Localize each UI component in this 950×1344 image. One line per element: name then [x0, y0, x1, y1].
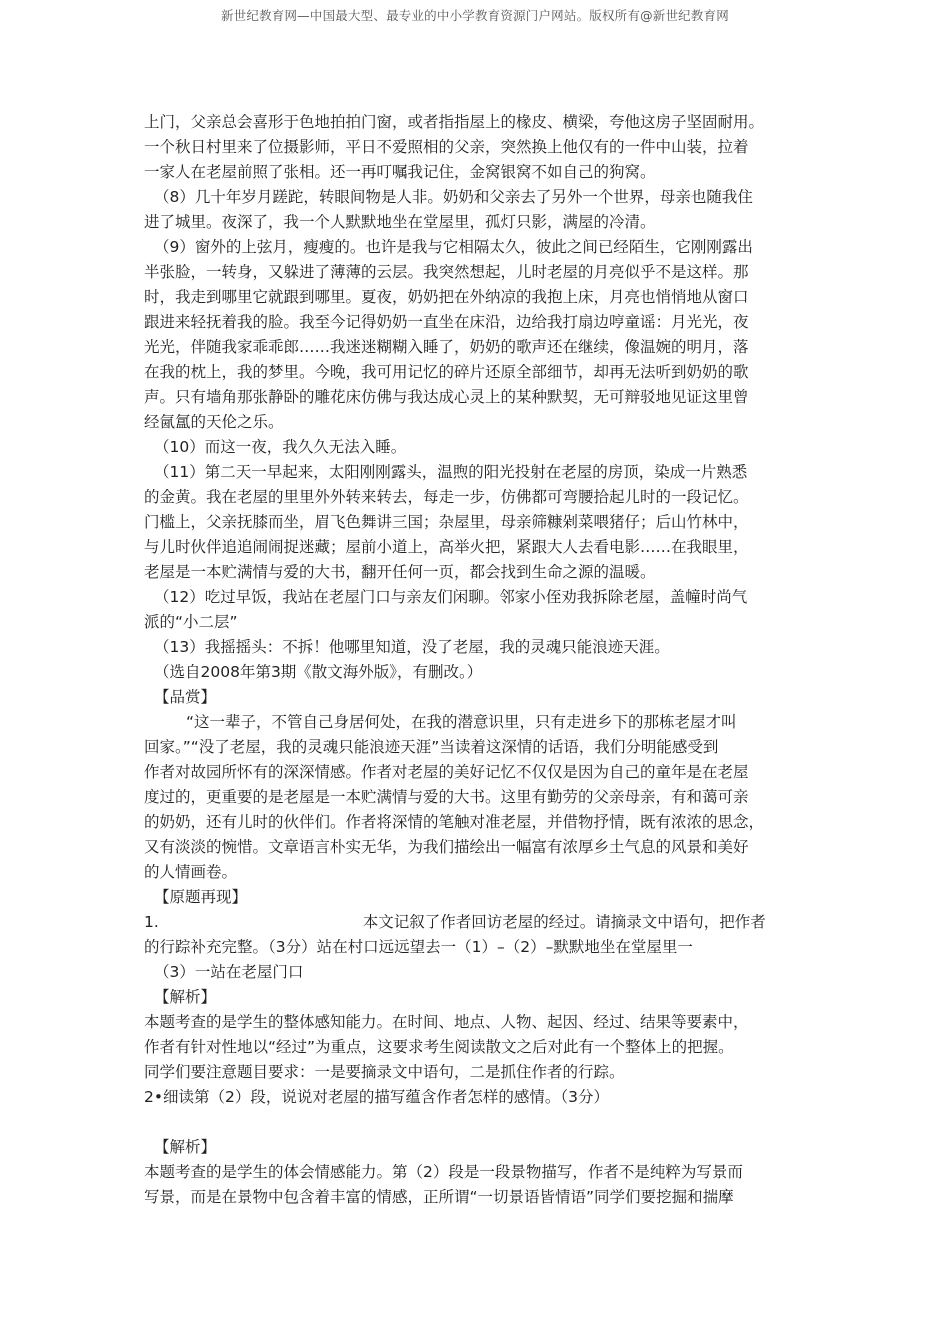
text-line: 本题考查的是学生的体会情感能力。第（2）段是一段景物描写，作者不是纯粹为写景而 [144, 1163, 743, 1181]
text-line: 写景，而是在景物中包含着丰富的情感，正所谓“一切景语皆情语”同学们要挖掘和揣摩 [144, 1188, 734, 1206]
text-line: 作者对故园所怀有的深深情感。作者对老屋的美好记忆不仅仅是因为自己的童年是在老屋 [144, 763, 749, 781]
source-note: （选自2008年第3期《散文海外版》，有删改。） [154, 663, 483, 681]
text-line: 时，我走到哪里它就跟到哪里。夏夜，奶奶把在外纳凉的我抱上床，月亮也悄悄地从窗口 [144, 288, 749, 306]
text-line: （12）吃过早饭，我站在老屋门口与亲友们闲聊。邻家小侄劝我拆除老屋，盖幢时尚气 [154, 588, 748, 606]
text-line: 作者有针对性地以“经过”为重点，这要求考生阅读散文之后对此有一个整体上的把握。 [144, 1038, 734, 1056]
text-line: 门槛上，父亲抚膝而坐，眉飞色舞讲三国；杂屋里，母亲筛糠剁菜喂猪仔；后山竹林中， [144, 513, 749, 531]
text-line: 的金黄。我在老屋的里里外外转来转去，每走一步，仿佛都可弯腰拾起儿时的一段记忆。 [144, 488, 749, 506]
text-line: 在我的枕上，我的梦里。今晚，我可用记忆的碎片还原全部细节，却再无法听到奶奶的歌 [144, 363, 749, 381]
text-line: 跟进来轻抚着我的脸。我至今记得奶奶一直坐在床沿，边给我打扇边哼童谣：月光光，夜 [144, 313, 749, 331]
question-text: 本文记叙了作者回访老屋的经过。请摘录文中语句，把作者 [362, 913, 766, 931]
question-number: 1. [144, 913, 159, 931]
text-line: 同学们要注意题目要求：一是要摘录文中语句，二是抓住作者的行踪。 [144, 1063, 625, 1081]
text-line: “这一辈子，不管自己身居何处，在我的潜意识里，只有走进乡下的那栋老屋才叫 [186, 713, 737, 731]
text-line: （10）而这一夜，我久久无法入睡。 [154, 438, 407, 456]
section-heading: 【品赏】 [154, 688, 217, 706]
text-line: 老屋是一本贮满情与爱的大书，翻开任何一页，都会找到生命之源的温暖。 [144, 563, 656, 581]
document-body [144, 110, 824, 1210]
text-line: 一个秋日村里来了位摄影师，平日不爱照相的父亲，突然换上他仅有的一件中山装，拉着 [144, 138, 749, 156]
page-header: 新世纪教育网—中国最大型、最专业的中小学教育资源门户网站。版权所有@新世纪教育网 [220, 8, 729, 23]
text-line: 又有淡淡的惋惜。文章语言朴实无华，为我们描绘出一幅富有浓厚乡土气息的风景和美好 [144, 838, 749, 856]
text-line: 半张脸，一转身，又躲进了薄薄的云层。我突然想起，儿时老屋的月亮似乎不是这样。那 [144, 263, 749, 281]
question-1 [144, 910, 824, 935]
text-line: 经氤氲的天伦之乐。 [144, 413, 284, 431]
text-line: 的行踪补充完整。（3分）站在村口远远望去一（1）–（2）–默默地坐在堂屋里一 [144, 938, 693, 956]
text-line: （3）一站在老屋门口 [154, 963, 304, 981]
section-heading: 【解析】 [154, 1138, 217, 1156]
text-line: 光光，伴随我家乖乖郎……我迷迷糊糊入睡了，奶奶的歌声还在继续，像温婉的明月，落 [144, 338, 749, 356]
text-line: 声。只有墙角那张静卧的雕花床仿佛与我达成心灵上的某种默契，无可辩驳地见证这里曾 [144, 388, 749, 406]
text-line: 派的“小二层” [144, 613, 238, 631]
text-line: 一家人在老屋前照了张相。还一再叮嘱我记住，金窝银窝不如自己的狗窝。 [144, 163, 656, 181]
text-line: （9）窗外的上弦月，瘦瘦的。也许是我与它相隔太久，彼此之间已经陌生，它刚刚露出 [154, 238, 753, 256]
text-line: （11）第二天一早起来，太阳刚刚露头，温煦的阳光投射在老屋的房顶，染成一片熟悉 [154, 463, 748, 481]
text-line: 的奶奶，还有儿时的伙伴们。作者将深情的笔触对准老屋，并借物抒情，既有浓浓的思念， [144, 813, 765, 831]
text-line: 度过的，更重要的是老屋是一本贮满情与爱的大书。这里有勤劳的父亲母亲，有和蔼可亲 [144, 788, 749, 806]
text-line: 的人情画卷。 [144, 863, 238, 881]
text-line: （13）我摇摇头：不拆！他哪里知道，没了老屋，我的灵魂只能浪迹天涯。 [154, 638, 670, 656]
section-heading: 【原题再现】 [154, 888, 248, 906]
section-heading: 【解析】 [154, 988, 217, 1006]
text-line: 与儿时伙伴追追闹闹捉迷藏；屋前小道上，高举火把，紧跟大人去看电影……在我眼里， [144, 538, 749, 556]
text-line: 回家。”“没了老屋，我的灵魂只能浪迹天涯”当读着这深情的话语，我们分明能感受到 [144, 738, 719, 756]
text-line: 上门，父亲总会喜形于色地拍拍门窗，或者指指屋上的椽皮、横梁，夸他这房子坚固耐用。 [144, 113, 765, 131]
question-2: 2•细读第（2）段，说说对老屋的描写蕴含作者怎样的感情。（3分） [144, 1088, 609, 1106]
blank-line [144, 1110, 824, 1135]
text-line: 本题考查的是学生的整体感知能力。在时间、地点、人物、起因、经过、结果等要素中， [144, 1013, 749, 1031]
text-line: （8）几十年岁月蹉跎，转眼间物是人非。奶奶和父亲去了另外一个世界，母亲也随我住 [154, 188, 753, 206]
text-line: 进了城里。夜深了，我一个人默默地坐在堂屋里，孤灯只影，满屋的冷清。 [144, 213, 656, 231]
